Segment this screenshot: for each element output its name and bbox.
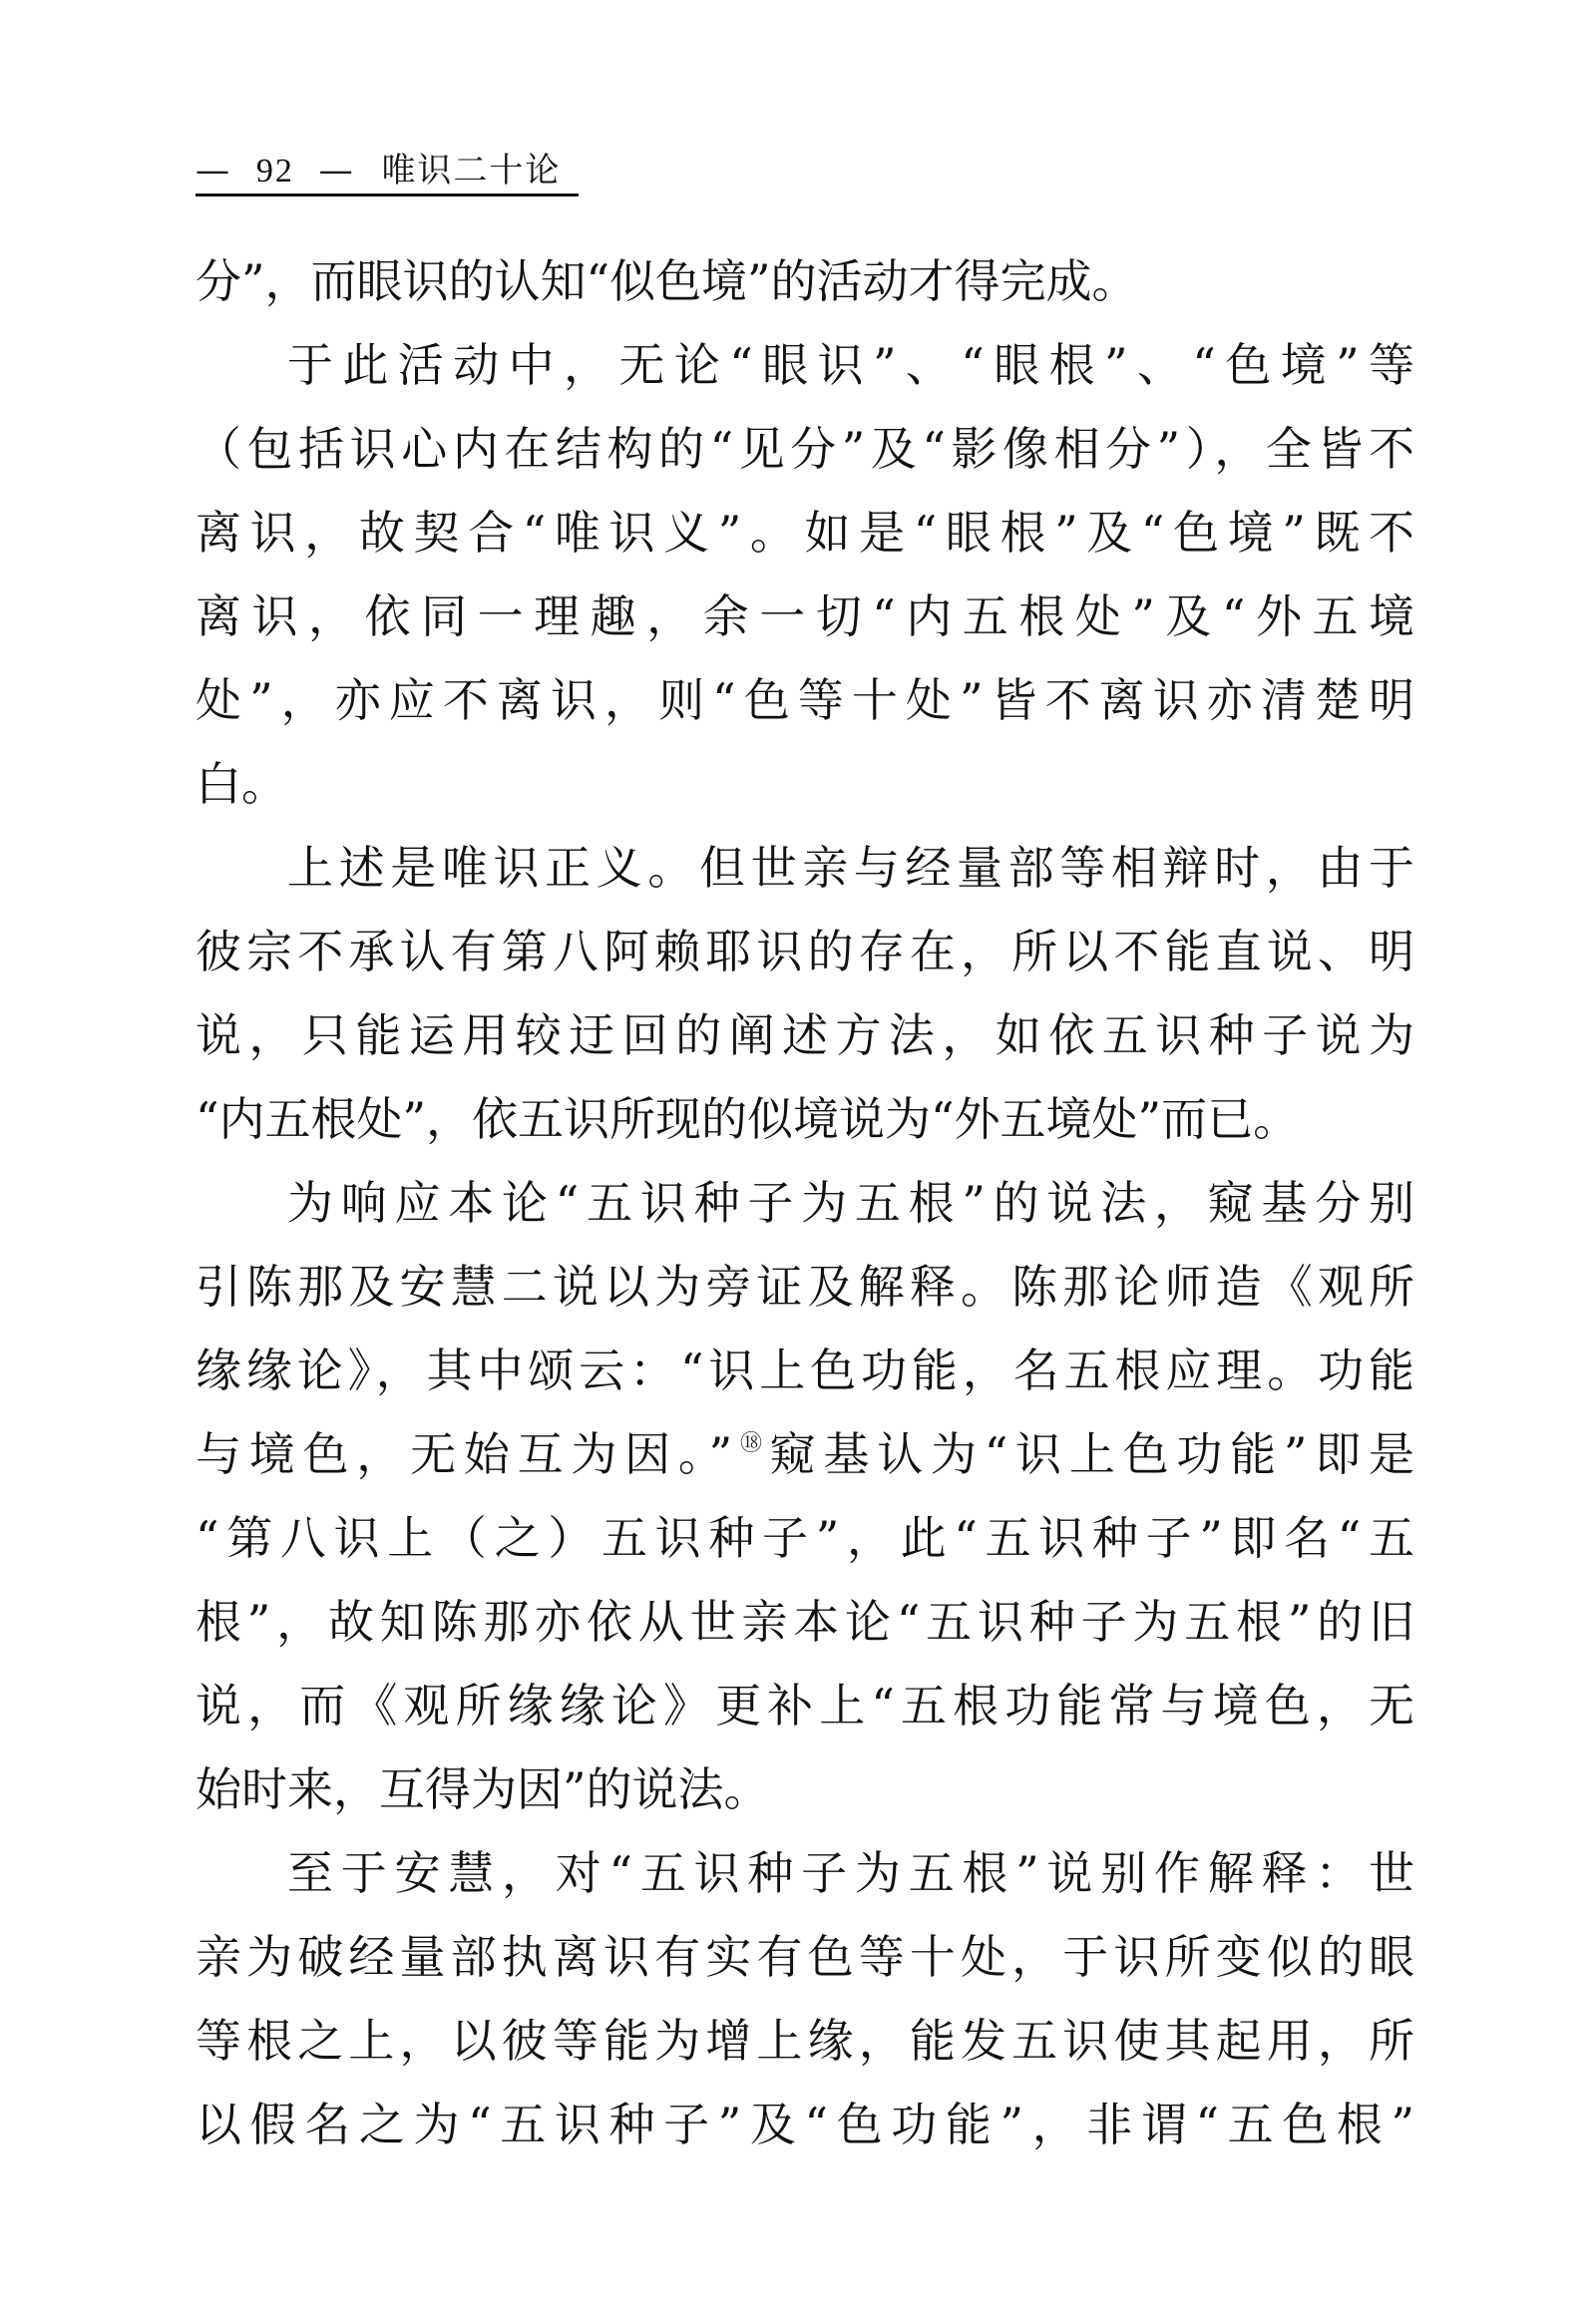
text-line: 亲为破经量部执离识有实有色等十处，于识所变似的眼 [196, 1930, 1414, 1984]
text-line: 引陈那及安慧二说以为旁证及解释。陈那论师造《观所 [196, 1260, 1414, 1314]
text-line: 缘缘论》，其中颂云：“识上色功能，名五根应理。功能 [196, 1344, 1414, 1397]
text-line: 为响应本论“五识种子为五根”的说法，窥基分别 [287, 1176, 1414, 1230]
text-line: 说，只能运用较迂回的阐述方法，如依五识种子说为 [196, 1008, 1414, 1062]
book-title: 唯识二十论 [381, 151, 562, 191]
footnote-line-before: 与境色，无始互为因。” [196, 1427, 733, 1481]
text-line: 说，而《观所缘缘论》更补上“五根功能常与境色，无 [196, 1679, 1414, 1733]
header-dash-left: — [196, 151, 231, 191]
text-line: 等根之上，以彼等能为增上缘，能发五识使其起用，所 [196, 2014, 1414, 2068]
running-head [196, 146, 575, 196]
header-rule [196, 193, 579, 196]
footnote-marker: ⑱ [732, 1431, 770, 1456]
header-dash-right: — [318, 151, 355, 191]
text-line: 于此活动中，无论“眼识”、“眼根”、“色境”等 [287, 338, 1414, 392]
text-line: 根”，故知陈那亦依从世亲本论“五识种子为五根”的旧 [196, 1595, 1414, 1649]
text-line: “内五根处”，依五识所现的似境说为“外五境处”而已。 [196, 1092, 1300, 1146]
text-line-with-footnote [196, 1412, 1414, 1496]
text-line: 彼宗不承认有第八阿赖耶识的存在，所以不能直说、明 [196, 925, 1414, 978]
text-line: 至于安慧，对“五识种子为五根”说别作解释：世 [287, 1846, 1414, 1900]
text-line: 离识，故契合“唯识义”。如是“眼根”及“色境”既不 [196, 506, 1414, 560]
text-line: 始时来，互得为因”的说法。 [196, 1762, 770, 1816]
text-line: “第八识上（之）五识种子”，此“五识种子”即名“五 [196, 1511, 1414, 1565]
text-line: 分”，而眼识的认知“似色境”的活动才得完成。 [196, 254, 1138, 308]
footnote-line-after: 窥基认为“识上色功能”即是 [769, 1427, 1414, 1481]
body-text [196, 239, 1414, 2166]
text-line: 以假名之为“五识种子”及“色功能”，非谓“五色根” [196, 2098, 1414, 2151]
text-line: 上述是唯识正义。但世亲与经量部等相辩时，由于 [287, 841, 1414, 895]
text-line: 白。 [196, 757, 287, 811]
text-line: （包括识心内在结构的“见分”及“影像相分”），全皆不 [196, 422, 1414, 476]
text-line: 离识，依同一理趣，余一切“内五根处”及“外五境 [196, 589, 1414, 643]
page-number: 92 [255, 153, 294, 190]
text-line: 处”，亦应不离识，则“色等十处”皆不离识亦清楚明 [196, 673, 1414, 727]
